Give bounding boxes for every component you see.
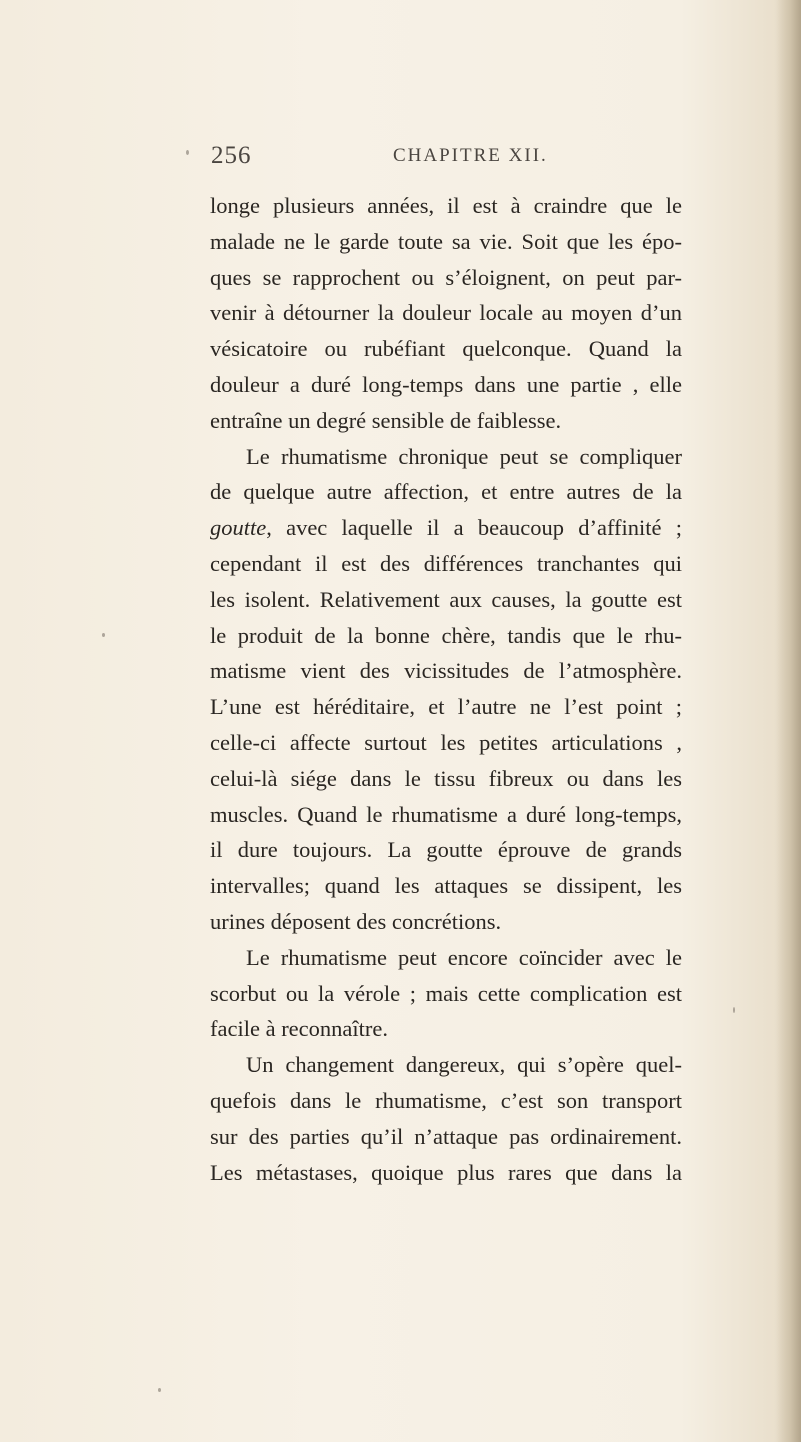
text-line: Un changement dangereux, qui s’opère quel- [246,1052,682,1078]
page-number: 256 [211,142,252,169]
page-edge-shadow [775,0,801,1442]
body-text [210,188,682,1190]
text-line: scorbut ou la vérole ; mais cette complication est [210,980,682,1006]
text-line: entraîne un degré sensible de faiblesse. [210,407,562,433]
text-line: celui-là siége dans le tissu fibreux ou dans les [210,765,682,791]
text-line: cependant il est des différences tranchantes qui [210,550,682,576]
text-line: il dure toujours. La goutte éprouve de grands [210,837,682,863]
paper-speck [733,1007,735,1013]
text-line: Le rhumatisme chronique peut se compliquer [246,443,682,469]
running-head: CHAPITRE XII. [393,145,548,166]
text-line: vésicatoire ou rubéfiant quelconque. Quand la [210,336,682,362]
text-line: matisme vient des vicissitudes de l’atmosphère. [210,658,682,684]
text-line: venir à détourner la douleur locale au moyen d’un [210,300,682,326]
text-line: Le rhumatisme peut encore coïncider avec le [246,944,682,970]
text-line: les isolent. Relativement aux causes, la goutte est [210,586,682,612]
text-line: intervalles; quand les attaques se dissipent, les [210,873,682,899]
text-line: quefois dans le rhumatisme, c’est son transport [210,1087,682,1113]
text-line: ques se rapprochent ou s’éloignent, on peut par- [210,264,682,290]
text-line: de quelque autre affection, et entre autres de la [210,479,682,505]
paper-speck [102,633,105,637]
text-line: facile à reconnaître. [210,1016,389,1042]
text-line: malade ne le garde toute sa vie. Soit que les épo- [210,228,682,254]
text-line: muscles. Quand le rhumatisme a duré long-temps, [210,801,682,827]
text-line: celle-ci affecte surtout les petites articulations , [210,729,682,755]
text-line: urines déposent des concrétions. [210,908,502,934]
paper-speck [186,150,189,155]
text-line-with-italic [210,510,682,546]
text-line-rest: , avec laquelle il a beaucoup d’affinité ; [266,515,682,541]
text-line: le produit de la bonne chère, tandis que le rhu- [210,622,682,648]
italic-word-goutte: goutte [210,515,267,541]
text-line: Les métastases, quoique plus rares que dans la [210,1159,682,1185]
paper-speck [158,1388,161,1392]
text-line: longe plusieurs années, il est à craindre que le [210,193,682,218]
text-line: L’une est héréditaire, et l’autre ne l’est point ; [210,694,682,720]
text-line: douleur a duré long-temps dans une partie , elle [210,371,682,397]
text-line: sur des parties qu’il n’attaque pas ordinairement. [210,1123,682,1149]
page-header [211,142,681,178]
